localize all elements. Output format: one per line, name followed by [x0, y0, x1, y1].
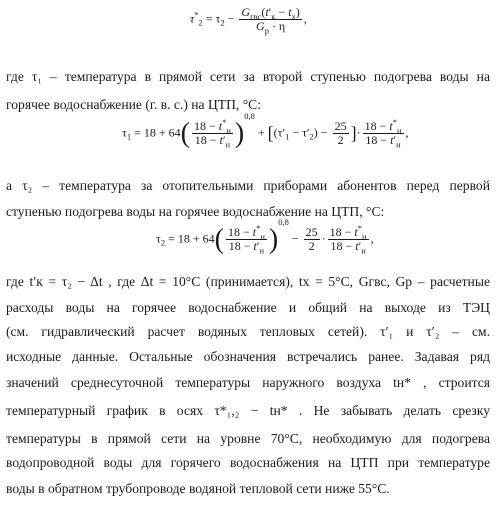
text-line: значений среднесуточной температуры наружного воздуха tн* , строится	[6, 375, 490, 390]
text-line: где t′к = τ₂ − Δt , где Δt = 10°С (принимается), tх = 5°С, Gгвс, Gр – расчетные	[6, 274, 490, 289]
formula-tau2-star: $\tau^*_2 = \tau_2$ − $\frac{G_{гвс}(t'_к - t_х)}{G_р \cdot \eta}$ ,	[190, 5, 307, 36]
text-line: (см. гидравлический расчет водяных тепловых сетей). τ′₁ и τ′₂ – см.	[6, 324, 490, 339]
text-line: расходы воды на горячее водоснабжение и общий на выходе из ТЭЦ	[6, 300, 490, 315]
formula-tau2: $\tau_2 = 18 + 64$( $\frac{18 - t^*_н}{18 - t'_н}$ )$^{0,8}$ − $\frac{25}{2}$ · $\frac{18 - t^*_н}{18 - t'_н}$ ,	[156, 217, 374, 256]
text-line: температурный график в осях τ*₁,₂ − tн* . Не забывать делать срезку	[6, 403, 490, 418]
text-line: температуры в прямой сети на уровне 70°С, необходимую для подогрева	[6, 431, 490, 446]
text-line: ступенью подогрева воды на горячее водоснабжение на ЦТП, °С:	[6, 204, 385, 219]
text-line: горячее водоснабжение (г. в. с.) на ЦТП, °С:	[6, 97, 261, 112]
text-line: исходные данные. Остальные обозначения встречались ранее. Задавая ряд	[6, 349, 490, 364]
text-line: воды в обратном трубопроводе водяной тепловой сети ниже 55°С.	[6, 481, 390, 496]
text-line: где τ₁ – температура в прямой сети за второй ступенью подогрева воды на	[6, 69, 490, 84]
formula-tau1: $\tau_1 = 18 + 64$( $\frac{18 - t^*_н}{18 - t'_н}$ )$^{0,8} + [(\tau'_1 - \tau'_2)$ − $\frac{25}{2}$ ]· $\frac{18 - t^*_н}{18 - t'_н}$ ,	[122, 111, 409, 150]
text-line: а τ₂ – температура за отопительными приборами абонентов перед первой	[6, 178, 490, 193]
text-line: водопроводной воды для горячего водоснабжения на ЦТП при температуре	[6, 455, 490, 470]
